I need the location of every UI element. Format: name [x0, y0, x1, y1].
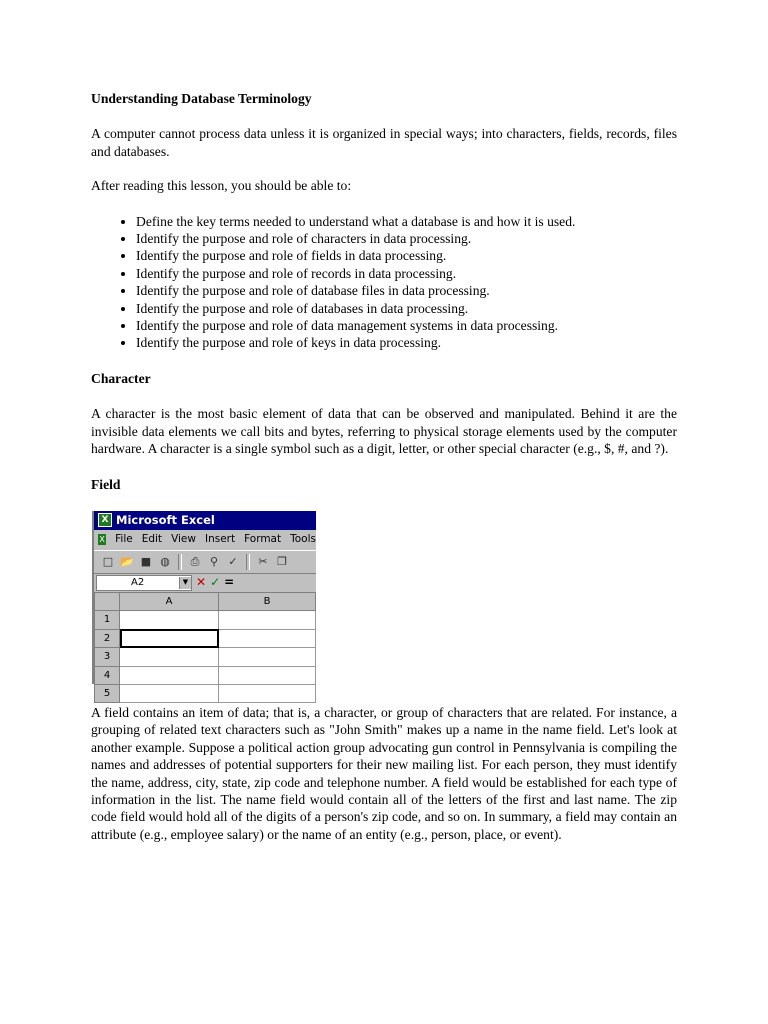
grid-cell: [219, 629, 316, 647]
new-icon: □: [102, 555, 114, 569]
grid-cell: [219, 684, 316, 702]
edit-formula-icon: =: [224, 575, 235, 590]
row-header: 1: [95, 611, 120, 629]
print-icon: ⎙: [190, 555, 200, 569]
document-body: [91, 90, 677, 843]
print-preview-icon: ⚲: [209, 555, 219, 569]
character-heading: Character: [91, 370, 151, 386]
workbook-icon: X: [99, 535, 105, 545]
excel-sheet: [94, 592, 316, 703]
grid-cell: [120, 684, 219, 702]
select-all-corner: [95, 592, 120, 610]
grid-cell: [120, 648, 219, 666]
field-heading: Field: [91, 476, 121, 492]
intro-paragraph: A computer cannot process data unless it is organized in special ways; into characters, fields, records, files and databases.: [91, 126, 677, 159]
menu-tools: Tools: [290, 533, 316, 546]
enter-icon: ✓: [210, 575, 221, 590]
spelling-icon: ✓: [228, 555, 238, 569]
row-header: 5: [95, 684, 120, 702]
grid-cell: [219, 648, 316, 666]
menu-format: Format: [244, 533, 282, 546]
list-item: • Identify the purpose and role of database files in data processing.: [136, 282, 677, 299]
list-item: • Identify the purpose and role of fields in data processing.: [136, 247, 677, 264]
active-cell: [120, 629, 219, 647]
row-header: 3: [95, 648, 120, 666]
excel-screenshot: [92, 511, 316, 699]
character-paragraph: A character is the most basic element of data that can be observed and manipulated. Behind it are the invisible data elements we call bits and bytes, referring to physical storage elements used by the computer hardware. A character is a single symbol such as a digit, letter, or other special character (e.g., $, #, and ?).: [91, 406, 677, 457]
grid-cell: [219, 666, 316, 684]
cut-icon: ✂: [258, 555, 268, 569]
column-header: B: [219, 592, 316, 610]
objectives-lead: After reading this lesson, you should be able to:: [91, 178, 352, 194]
menu-file: File: [115, 533, 133, 546]
excel-title-bar: [94, 511, 316, 530]
excel-logo-icon: X: [98, 513, 112, 527]
cell-reference: A2: [131, 577, 145, 589]
row-header: 4: [95, 666, 120, 684]
page-title: Understanding Database Terminology: [91, 91, 312, 106]
menu-view: View: [171, 533, 196, 546]
excel-title: Microsoft Excel: [116, 512, 215, 527]
grid-cell: [219, 611, 316, 629]
list-item: • Identify the purpose and role of data management systems in data processing.: [136, 317, 677, 334]
name-box: [96, 575, 192, 591]
cancel-icon: ✕: [196, 575, 207, 590]
column-header: A: [120, 592, 219, 610]
save-icon: ■: [140, 555, 152, 569]
excel-grid: [94, 592, 316, 703]
excel-toolbar: [94, 550, 316, 574]
open-icon: 📂: [120, 555, 134, 569]
list-item: • Identify the purpose and role of databases in data processing.: [136, 300, 677, 317]
excel-formula-bar: [94, 574, 316, 592]
protect-icon: ◍: [160, 555, 170, 569]
copy-icon: ❐: [277, 555, 287, 569]
grid-cell: [120, 666, 219, 684]
chevron-down-icon: ▼: [179, 577, 191, 589]
list-item: • Identify the purpose and role of records in data processing.: [136, 265, 677, 282]
field-paragraph: A field contains an item of data; that is, a character, or group of characters that are related. For instance, a grouping of related text characters such as "John Smith" makes up a name in the name field. Let's look at another example. Suppose a political action group advocating gun control in Pennsylvania is compiling the names and addresses of potential supporters for their new mailing list. For each person, they must identify the name, address, city, state, zip code and telephone number. A field would be established for each type of information in the list. The name field would contain all of the letters of the first and last name. The zip code field would hold all of the digits of a person's zip code, and so on. In summary, a field may contain an attribute (e.g., employee salary) or the name of an entity (e.g., person, place, or event).: [91, 704, 677, 842]
menu-insert: Insert: [204, 533, 236, 546]
list-item: • Identify the purpose and role of characters in data processing.: [136, 230, 677, 247]
row-header: 2: [95, 629, 120, 647]
list-item: • Identify the purpose and role of keys in data processing.: [136, 334, 677, 351]
list-item: • Define the key terms needed to understand what a database is and how it is used.: [136, 213, 677, 230]
excel-menu-bar: [94, 530, 316, 550]
objectives-list: [91, 213, 677, 352]
menu-edit: Edit: [141, 533, 163, 546]
grid-cell: [120, 611, 219, 629]
